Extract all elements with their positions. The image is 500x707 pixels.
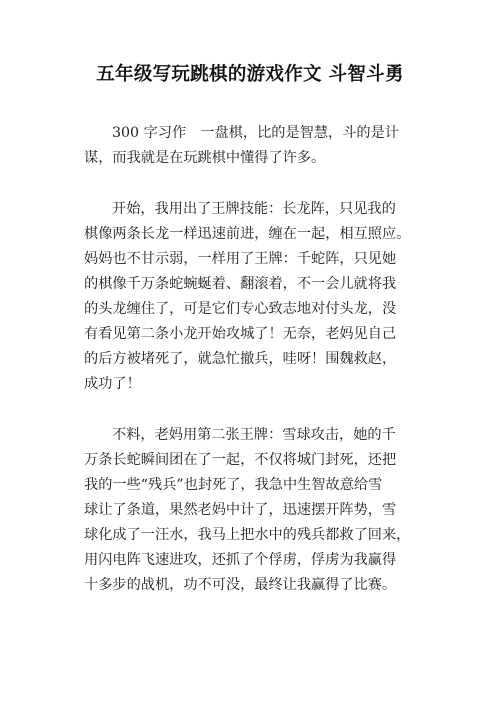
paragraph-line: 妈妈也不甘示弱，一样用了王牌：千蛇阵，只见她 xyxy=(84,251,397,267)
paragraph-line: 有看见第二条小龙开始攻城了！无奈，老妈见自己 xyxy=(84,326,397,342)
paragraph-line: 球化成了一汪水，我马上把水中的残兵都救了回来， xyxy=(84,527,411,543)
paragraph-3 xyxy=(84,423,436,598)
paragraph-line: 开始，我用出了王牌技能：长龙阵，只见我的 xyxy=(112,201,396,217)
paragraph-line: 的头龙缠住了，可是它们专心致志地对付头龙，没 xyxy=(84,301,397,317)
paragraph-line: 的后方被堵死了，就急忙撤兵，哇呀！围魏救赵， xyxy=(84,351,397,367)
document-body xyxy=(84,121,436,598)
paragraph-line: 用闪电阵飞速进攻，还抓了个俘虏，俘虏为我赢得 xyxy=(84,552,397,568)
paragraph-line: 球让了条道，果然老妈中计了，迅速摆开阵势，雪 xyxy=(84,502,397,518)
paragraph-line: 谋，而我就是在玩跳棋中懂得了许多。 xyxy=(84,150,326,166)
paragraph-line: 十多步的战机，功不可没，最终让我赢得了比赛。 xyxy=(84,577,397,593)
paragraph-line: 我的一些“残兵”也封死了，我急中生智故意给雪 xyxy=(84,477,383,493)
paragraph-1 xyxy=(84,121,436,171)
paragraph-line: 的棋像千万条蛇蜿蜒着、翻滚着，不一会儿就将我 xyxy=(84,276,397,292)
paragraph-2 xyxy=(84,197,436,397)
paragraph-line: 不料，老妈用第二张王牌：雪球攻击，她的千 xyxy=(112,427,396,443)
paragraph-line: 万条长蛇瞬间团在了一起，不仅将城门封死，还把 xyxy=(84,452,397,468)
paragraph-line: 成功了！ xyxy=(84,376,141,392)
paragraph-line: 棋像两条长龙一样迅速前进，缠在一起，相互照应。 xyxy=(84,226,411,242)
paragraph-line: 300 字习作 一盘棋，比的是智慧，斗的是计 xyxy=(112,125,399,141)
document-title: 五年级写玩跳棋的游戏作文 斗智斗勇 xyxy=(96,64,404,85)
